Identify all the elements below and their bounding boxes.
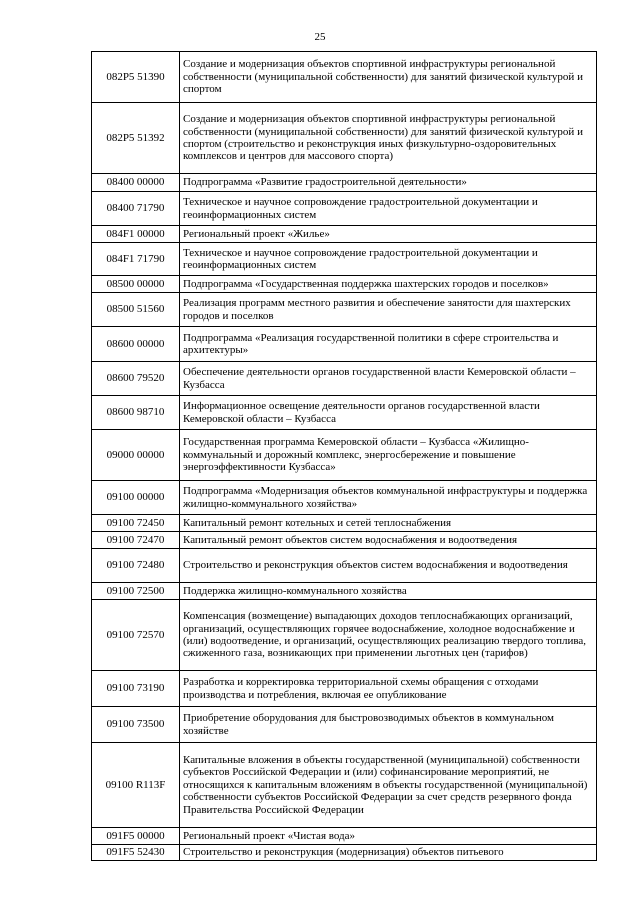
- table-row: [92, 276, 597, 293]
- table-row: [92, 515, 597, 532]
- item-name: Информационное освещение деятельности органов государственной власти Кемеровской области – Кузбасса: [180, 396, 597, 430]
- table-row: [92, 52, 597, 103]
- classification-code: 09100 00000: [92, 481, 180, 515]
- classification-code: 084F1 00000: [92, 226, 180, 243]
- item-name: Подпрограмма «Модернизация объектов коммунальной инфраструктуры и поддержка жилищно-коммунального хозяйства»: [180, 481, 597, 515]
- item-name: Компенсация (возмещение) выпадающих доходов теплоснабжающих организаций, организаций, осуществляющих горячее водоснабжение, холодное водоснабжение и (или) водоотведение, и организаций, осуществляющих реализацию твердого топлива, сжиженного газа, возникающих при применении льготных цен (тарифов): [180, 600, 597, 671]
- budget-codes-table: [91, 51, 597, 861]
- item-name: Подпрограмма «Государственная поддержка шахтерских городов и поселков»: [180, 276, 597, 293]
- classification-code: 09100 73500: [92, 707, 180, 743]
- item-name: Государственная программа Кемеровской области – Кузбасса «Жилищно-коммунальный и дорожный комплекс, энергосбережение и повышение энергоэффективности Кузбасса»: [180, 430, 597, 481]
- table-row: [92, 327, 597, 362]
- classification-code: 09100 72500: [92, 583, 180, 600]
- item-name: Капитальный ремонт котельных и сетей теплоснабжения: [180, 515, 597, 532]
- item-name: Техническое и научное сопровождение градостроительной документации и геоинформационных систем: [180, 243, 597, 276]
- table-row: [92, 293, 597, 327]
- table-row: [92, 243, 597, 276]
- table-row: [92, 845, 597, 861]
- table-row: [92, 549, 597, 583]
- item-name: Строительство и реконструкция объектов систем водоснабжения и водоотведения: [180, 549, 597, 583]
- item-name: Подпрограмма «Развитие градостроительной деятельности»: [180, 174, 597, 192]
- item-name: Подпрограмма «Реализация государственной политики в сфере строительства и архитектуры»: [180, 327, 597, 362]
- classification-code: 09100 72570: [92, 600, 180, 671]
- classification-code: 08600 98710: [92, 396, 180, 430]
- item-name: Региональный проект «Чистая вода»: [180, 828, 597, 845]
- item-name: Создание и модернизация объектов спортивной инфраструктуры региональной собственности (муниципальной собственности) для занятий физической культурой и спортом: [180, 52, 597, 103]
- classification-code: 091F5 52430: [92, 845, 180, 861]
- table-row: [92, 743, 597, 828]
- classification-code: 091F5 00000: [92, 828, 180, 845]
- classification-code: 08500 51560: [92, 293, 180, 327]
- classification-code: 09100 73190: [92, 671, 180, 707]
- classification-code: 09100 72450: [92, 515, 180, 532]
- item-name: Создание и модернизация объектов спортивной инфраструктуры региональной собственности (муниципальной собственности) для занятий физической культурой и спортом (строительство и реконструкция иных физкультурно-оздоровительных комплексов и центров для массового спорта): [180, 103, 597, 174]
- item-name: Разработка и корректировка территориальной схемы обращения с отходами производства и потребления, включая ее опубликование: [180, 671, 597, 707]
- table-row: [92, 707, 597, 743]
- table-row: [92, 828, 597, 845]
- classification-code: 08400 71790: [92, 192, 180, 226]
- classification-code: 08500 00000: [92, 276, 180, 293]
- table-row: [92, 532, 597, 549]
- item-name: Строительство и реконструкция (модернизация) объектов питьевого: [180, 845, 597, 861]
- item-name: Приобретение оборудования для быстровозводимых объектов в коммунальном хозяйстве: [180, 707, 597, 743]
- classification-code: 084F1 71790: [92, 243, 180, 276]
- table-row: [92, 174, 597, 192]
- classification-code: 09100 72470: [92, 532, 180, 549]
- item-name: Капитальный ремонт объектов систем водоснабжения и водоотведения: [180, 532, 597, 549]
- page-number: 25: [314, 31, 326, 43]
- item-name: Реализация программ местного развития и обеспечение занятости для шахтерских городов и поселков: [180, 293, 597, 327]
- table-row: [92, 396, 597, 430]
- table-row: [92, 583, 597, 600]
- table-row: [92, 226, 597, 243]
- table-row: [92, 430, 597, 481]
- item-name: Региональный проект «Жилье»: [180, 226, 597, 243]
- classification-code: 09100 R113F: [92, 743, 180, 828]
- classification-code: 09000 00000: [92, 430, 180, 481]
- classification-code: 08600 79520: [92, 362, 180, 396]
- table-row: [92, 103, 597, 174]
- item-name: Техническое и научное сопровождение градостроительной документации и геоинформационных систем: [180, 192, 597, 226]
- classification-code: 082P5 51390: [92, 52, 180, 103]
- table-row: [92, 600, 597, 671]
- table-row: [92, 362, 597, 396]
- budget-codes-table-body: [92, 52, 597, 861]
- classification-code: 08400 00000: [92, 174, 180, 192]
- item-name: Капитальные вложения в объекты государственной (муниципальной) собственности субъектов Российской Федерации и (или) софинансирование мероприятий, не относящихся к капитальным вложениям в объекты государственной (муниципальной) собственности субъектов Российской Федерации за счет средств резервного фонда Правительства Российской Федерации: [180, 743, 597, 828]
- table-row: [92, 192, 597, 226]
- item-name: Обеспечение деятельности органов государственной власти Кемеровской области – Кузбасса: [180, 362, 597, 396]
- table-row: [92, 671, 597, 707]
- item-name: Поддержка жилищно-коммунального хозяйства: [180, 583, 597, 600]
- classification-code: 09100 72480: [92, 549, 180, 583]
- classification-code: 082P5 51392: [92, 103, 180, 174]
- table-row: [92, 481, 597, 515]
- classification-code: 08600 00000: [92, 327, 180, 362]
